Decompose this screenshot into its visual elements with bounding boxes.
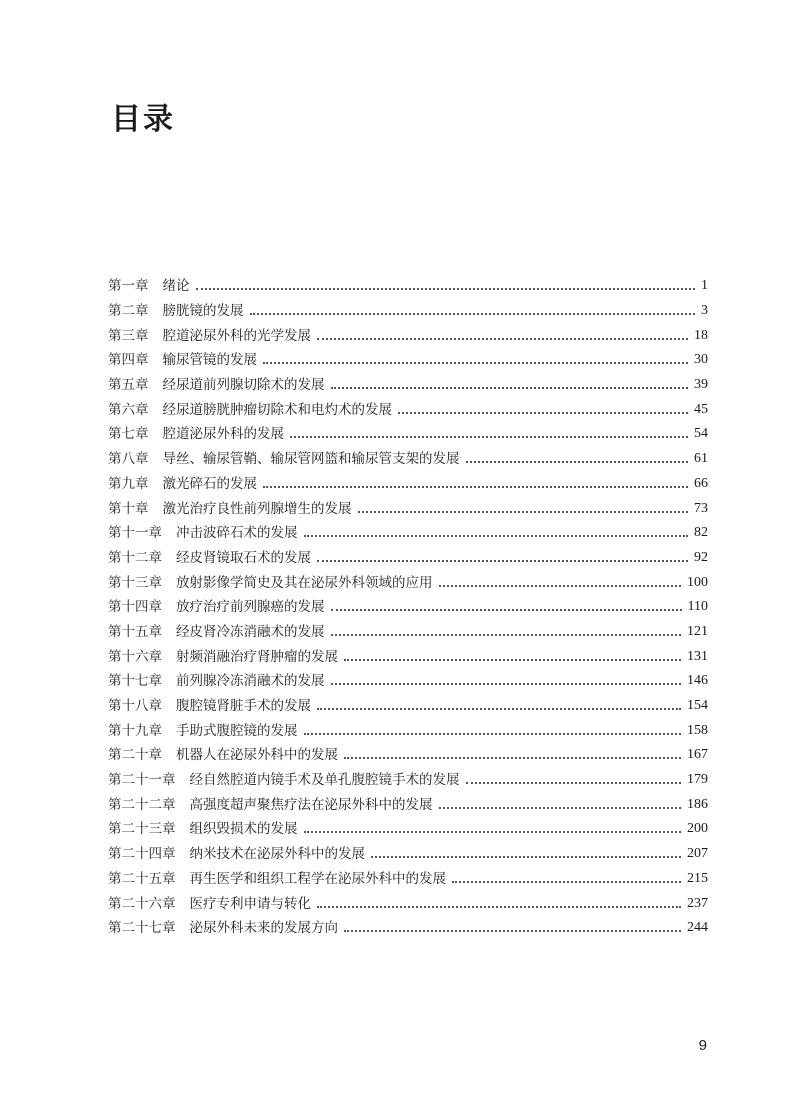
toc-chapter-title: 手助式腹腔镜的发展 [176, 722, 298, 739]
toc-page-number: 146 [687, 673, 708, 689]
dot-leader [439, 807, 682, 809]
toc-chapter-label: 第二十二章 [108, 796, 176, 813]
toc-page-number: 66 [694, 475, 708, 491]
toc-chapter-title: 泌尿外科未来的发展方向 [189, 920, 338, 937]
toc-chapter-label: 第十二章 [108, 549, 162, 566]
toc-chapter-title: 医疗专利申请与转化 [189, 895, 311, 912]
toc-chapter-title: 放射影像学简史及其在泌尿外科领域的应用 [176, 574, 433, 591]
toc-chapter-label: 第二十三章 [108, 821, 176, 838]
toc-chapter-label: 第二十六章 [108, 895, 176, 912]
toc-chapter-title: 腔道泌尿外科的发展 [162, 426, 284, 443]
toc-entry[interactable] [108, 891, 708, 916]
dot-leader [304, 733, 682, 735]
toc-chapter-title: 经尿道前列腺切除术的发展 [162, 377, 325, 394]
toc-chapter-title: 高强度超声聚焦疗法在泌尿外科中的发展 [189, 796, 433, 813]
dot-leader [344, 659, 681, 661]
toc-entry[interactable] [108, 496, 708, 521]
toc-entry[interactable] [108, 792, 708, 817]
toc-page-number: 45 [694, 401, 708, 417]
toc-chapter-label: 第二十一章 [108, 772, 176, 789]
toc-entry[interactable] [108, 916, 708, 941]
dot-leader [331, 387, 689, 389]
dot-leader [263, 486, 688, 488]
toc-page-number: 154 [687, 698, 708, 714]
toc-entry[interactable] [108, 422, 708, 447]
toc-entry[interactable] [108, 718, 708, 743]
toc-page-number: 110 [687, 599, 708, 615]
toc-entry[interactable] [108, 373, 708, 398]
dot-leader [344, 757, 681, 759]
toc-entry[interactable] [108, 348, 708, 373]
toc-entry[interactable] [108, 768, 708, 793]
toc-page-number: 158 [687, 722, 708, 738]
toc-entry[interactable] [108, 472, 708, 497]
page-number: 9 [698, 1037, 707, 1054]
dot-leader [317, 708, 681, 710]
toc-chapter-label: 第二十章 [108, 747, 162, 764]
dot-leader [317, 338, 688, 340]
toc-entry[interactable] [108, 595, 708, 620]
dot-leader [263, 362, 688, 364]
toc-chapter-label: 第五章 [108, 377, 149, 394]
toc-chapter-title: 射频消融治疗肾肿瘤的发展 [176, 648, 338, 665]
toc-chapter-label: 第十一章 [108, 525, 162, 542]
toc-page-number: 244 [687, 920, 708, 936]
toc-page-number: 200 [687, 821, 708, 837]
toc-chapter-label: 第九章 [108, 475, 149, 492]
toc-page-number: 82 [694, 525, 708, 541]
toc-page-number: 237 [687, 895, 708, 911]
toc-page-number: 1 [701, 278, 708, 294]
toc-entry[interactable] [108, 521, 708, 546]
toc-entry[interactable] [108, 274, 708, 299]
toc-page-number: 39 [694, 377, 708, 393]
toc-chapter-title: 冲击波碎石术的发展 [176, 525, 298, 542]
toc-page-number: 3 [701, 303, 708, 319]
dot-leader [344, 930, 681, 932]
dot-leader [466, 782, 682, 784]
toc-page-number: 100 [687, 574, 708, 590]
toc-entry[interactable] [108, 669, 708, 694]
toc-chapter-label: 第七章 [108, 426, 149, 443]
toc-chapter-title: 输尿管镜的发展 [162, 352, 257, 369]
toc-chapter-label: 第二十七章 [108, 920, 176, 937]
toc-chapter-label: 第十五章 [108, 623, 162, 640]
dot-leader [466, 461, 689, 463]
toc-entry[interactable] [108, 743, 708, 768]
toc-chapter-title: 机器人在泌尿外科中的发展 [176, 747, 338, 764]
toc-chapter-title: 经皮肾镜取石术的发展 [176, 549, 311, 566]
toc-chapter-title: 绪论 [162, 278, 190, 295]
table-of-contents [108, 274, 708, 941]
toc-chapter-title: 激光碎石的发展 [162, 475, 257, 492]
toc-entry[interactable] [108, 867, 708, 892]
toc-page-number: 61 [694, 451, 708, 467]
toc-chapter-label: 第十章 [108, 500, 149, 517]
toc-page-number: 186 [687, 796, 708, 812]
dot-leader [331, 634, 682, 636]
dot-leader [371, 856, 681, 858]
toc-chapter-title: 膀胱镜的发展 [162, 303, 244, 320]
toc-page-number: 179 [687, 772, 708, 788]
dot-leader [331, 609, 682, 611]
toc-entry[interactable] [108, 546, 708, 571]
toc-chapter-title: 放疗治疗前列腺癌的发展 [176, 599, 325, 616]
toc-page-number: 207 [687, 846, 708, 862]
toc-chapter-title: 经皮肾冷冻消融术的发展 [176, 623, 325, 640]
toc-chapter-label: 第二十四章 [108, 846, 176, 863]
toc-entry[interactable] [108, 397, 708, 422]
toc-chapter-title: 腹腔镜肾脏手术的发展 [176, 698, 311, 715]
toc-chapter-label: 第三章 [108, 327, 149, 344]
dot-leader [439, 585, 682, 587]
page-title: 目录 [111, 102, 175, 137]
toc-entry[interactable] [108, 644, 708, 669]
dot-leader [304, 831, 682, 833]
toc-entry[interactable] [108, 570, 708, 595]
toc-chapter-title: 激光治疗良性前列腺增生的发展 [162, 500, 352, 517]
toc-page-number: 215 [687, 870, 708, 886]
dot-leader [358, 511, 689, 513]
toc-page-number: 54 [694, 426, 708, 442]
toc-chapter-title: 导丝、输尿管鞘、输尿管网篮和输尿管支架的发展 [162, 451, 460, 468]
toc-chapter-label: 第四章 [108, 352, 149, 369]
toc-page-number: 92 [694, 549, 708, 565]
dot-leader [398, 412, 688, 414]
toc-chapter-label: 第十八章 [108, 698, 162, 715]
toc-page-number: 30 [694, 352, 708, 368]
toc-page-number: 167 [687, 747, 708, 763]
toc-page-number: 18 [694, 327, 708, 343]
toc-chapter-label: 第十三章 [108, 574, 162, 591]
toc-entry[interactable] [108, 694, 708, 719]
dot-leader [290, 436, 688, 438]
toc-entry[interactable] [108, 620, 708, 645]
toc-chapter-label: 第八章 [108, 451, 149, 468]
toc-entry[interactable] [108, 323, 708, 348]
toc-entry[interactable] [108, 817, 708, 842]
dot-leader [317, 560, 688, 562]
toc-chapter-label: 第十四章 [108, 599, 162, 616]
toc-entry[interactable] [108, 447, 708, 472]
toc-chapter-label: 第六章 [108, 401, 149, 418]
toc-chapter-title: 经尿道膀胱肿瘤切除术和电灼术的发展 [162, 401, 392, 418]
toc-chapter-title: 经自然腔道内镜手术及单孔腹腔镜手术的发展 [189, 772, 460, 789]
toc-page-number: 131 [687, 648, 708, 664]
dot-leader [250, 313, 696, 315]
dot-leader [196, 288, 696, 290]
toc-chapter-label: 第十七章 [108, 673, 162, 690]
toc-chapter-label: 第一章 [108, 278, 149, 295]
toc-page-number: 121 [687, 623, 708, 639]
toc-chapter-title: 再生医学和组织工程学在泌尿外科中的发展 [189, 870, 446, 887]
dot-leader [317, 906, 681, 908]
toc-chapter-label: 第二章 [108, 303, 149, 320]
toc-entry[interactable] [108, 299, 708, 324]
dot-leader [452, 881, 681, 883]
toc-chapter-label: 第十六章 [108, 648, 162, 665]
dot-leader [331, 683, 682, 685]
toc-chapter-title: 组织毁损术的发展 [189, 821, 298, 838]
toc-page-number: 73 [694, 500, 708, 516]
toc-chapter-title: 腔道泌尿外科的光学发展 [162, 327, 311, 344]
toc-chapter-label: 第二十五章 [108, 870, 176, 887]
toc-chapter-title: 前列腺冷冻消融术的发展 [176, 673, 325, 690]
dot-leader [304, 535, 689, 537]
toc-chapter-title: 纳米技术在泌尿外科中的发展 [189, 846, 365, 863]
toc-entry[interactable] [108, 842, 708, 867]
toc-chapter-label: 第十九章 [108, 722, 162, 739]
